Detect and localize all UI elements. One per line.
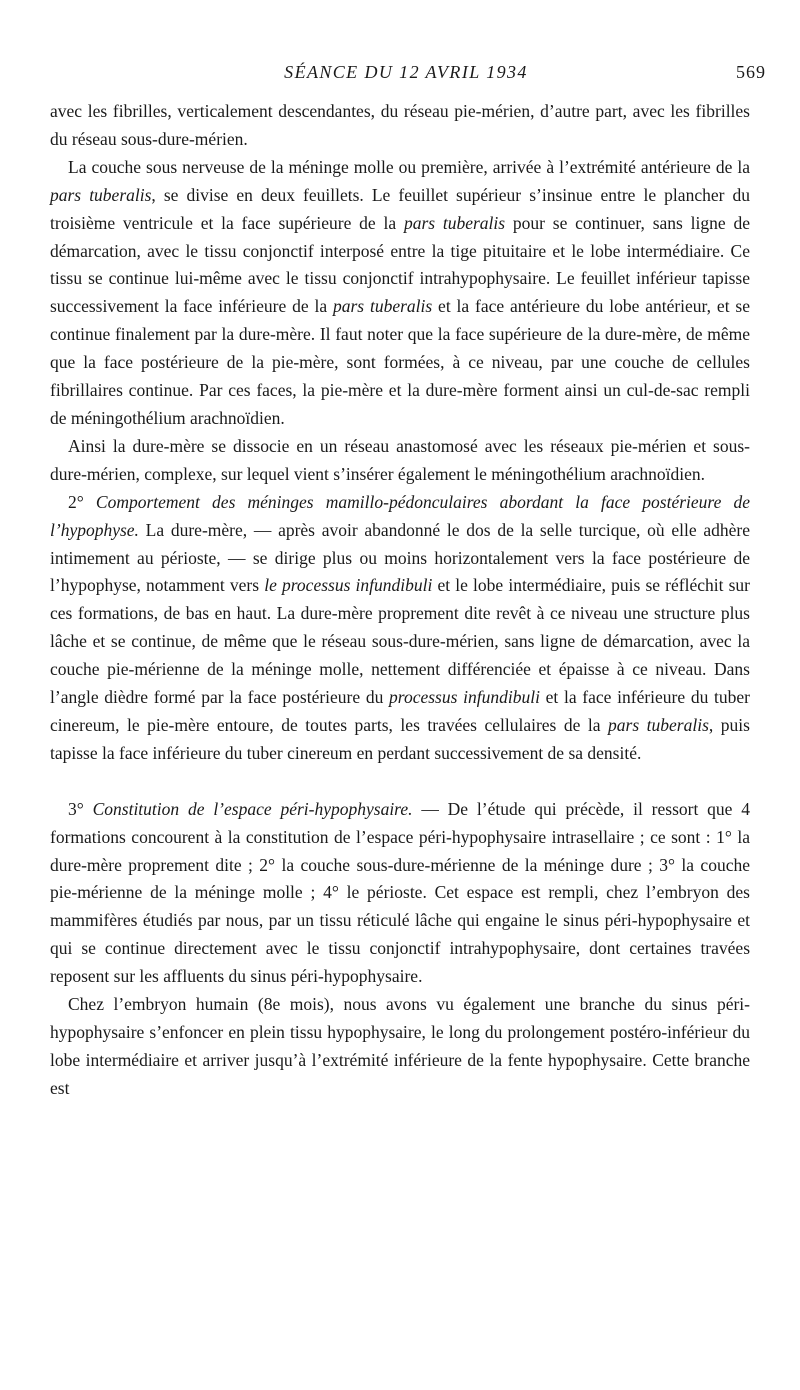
- paragraph-5: [50, 796, 750, 991]
- p2-text-c: , se divise en deux feuillets. Le feuillet supérieur s’insinue entre le plancher du troisième ventricule et la face supérieure de la: [50, 184, 750, 233]
- paragraph-3: [50, 433, 750, 489]
- p2-text-a: La couche sous nerveuse de la méninge molle ou première, arrivée à l’extrémité antérieure de la: [68, 156, 750, 177]
- paragraph-6: [50, 991, 750, 1103]
- p5-text-c: — De l’étude qui précède, il ressort que 4 formations concourent à la constitution de l’espace péri-hypophysaire intrasellaire ; ce sont : 1° la dure-mère proprement dite ; 2° la couche sous-dure-mérienne de la méninge dure ; 3° la couche pie-mérienne de la méninge molle ; 4° le périoste. Cet espace est rempli, chez l’embryon des mammifères étudiés par nous, par un tissu réticulé lâche qui engaine le sinus péri-hypophysaire et qui se continue directement avec le tissu conjonctif intrahypophysaire, dont certaines travées reposent sur les affluents du sinus péri-hypophysaire.: [50, 798, 751, 987]
- paragraph-2: [50, 154, 750, 433]
- p4-italic-f: processus infundibuli: [389, 687, 540, 708]
- body-text: [50, 98, 750, 1103]
- paragraph-4: [50, 489, 750, 768]
- paragraph-1-text: avec les fibrilles, verticalement descendantes, du réseau pie-mérien, d’autre part, avec les fibrilles du réseau sous-dure-mérien.: [50, 101, 750, 149]
- p2-italic-f: pars tuberalis: [332, 296, 433, 317]
- p2-italic-d: pars tuberalis: [403, 212, 506, 233]
- p2-text-g: et la face antérieure du lobe antérieur, et se continue finalement par la dure-mère. Il faut noter que la face supérieure de la dure-mère, de même que la face postérieure de la pie-mère, sont formées, à ce niveau, par une couche de cellules fibrillaires continue. Par ces faces, la pie-mère et la dure-mère forment ainsi un cul-de-sac rempli de méningothélium arachnoïdien.: [50, 296, 750, 428]
- p5-section-heading: Constitution de l’espace péri-hypophysaire.: [92, 798, 413, 819]
- running-header: [46, 62, 766, 86]
- header-title: SÉANCE DU 12 AVRIL 1934: [284, 62, 528, 82]
- p2-text-e: pour se continuer, sans ligne de démarcation, avec le tissu conjonctif interposé entre la tige pituitaire et le lobe intermédiaire. Ce tissu se continue lui-même avec le tissu conjonctif intrahypophysaire. Le feuillet inférieur tapisse successivement la face inférieure de la: [50, 212, 750, 317]
- paragraph-1: [50, 98, 750, 154]
- p4-section-heading: Comportement des méninges mamillo-pédonculaires abordant la face postérieure de l’hypophyse.: [50, 491, 750, 540]
- p4-text-c: La dure-mère, — après avoir abandonné le dos de la selle turcique, où elle adhère intimement au périoste, — se dirige plus ou moins horizontalement vers la face postérieure de l’hypophyse, notamment vers: [50, 519, 750, 596]
- p5-text-a: 3°: [68, 798, 93, 819]
- p4-text-i: , puis tapisse la face inférieure du tuber cinereum en perdant successivement de sa densité.: [50, 714, 750, 763]
- p4-italic-d: le processus infundibuli: [264, 575, 433, 596]
- p4-italic-h: pars tuberalis: [608, 714, 709, 735]
- p2-italic-b: pars tuberalis: [50, 184, 152, 205]
- paragraph-3-text: Ainsi la dure-mère se dissocie en un réseau anastomosé avec les réseaux pie-mérien et sous-dure-mérien, complexe, sur lequel vient s’insérer également le méningothélium arachnoïdien.: [50, 435, 750, 484]
- p4-text-a: 2°: [68, 491, 96, 512]
- p4-text-e: et le lobe intermédiaire, puis se réfléchit sur ces formations, de bas en haut. La dure-mère proprement dite revêt à ce niveau une structure plus lâche et se continue, de même que le réseau sous-dure-mérien, sans ligne de démarcation, avec la couche pie-mérienne de la méninge molle, nettement différenciée et épaisse à ce niveau. Dans l’angle dièdre formé par la face postérieure du: [50, 575, 751, 708]
- page-number: 569: [736, 62, 766, 82]
- p4-text-g: et la face inférieure du tuber cinereum, le pie-mère entoure, de toutes parts, les travées cellulaires de la: [50, 687, 750, 735]
- paragraph-6-text: Chez l’embryon humain (8e mois), nous avons vu également une branche du sinus péri-hypophysaire s’enfoncer en plein tissu hypophysaire, le long du prolongement postéro-inférieur du lobe intermédiaire et arriver jusqu’à l’extrémité inférieure de la fente hypophysaire. Cette branche est: [50, 994, 750, 1098]
